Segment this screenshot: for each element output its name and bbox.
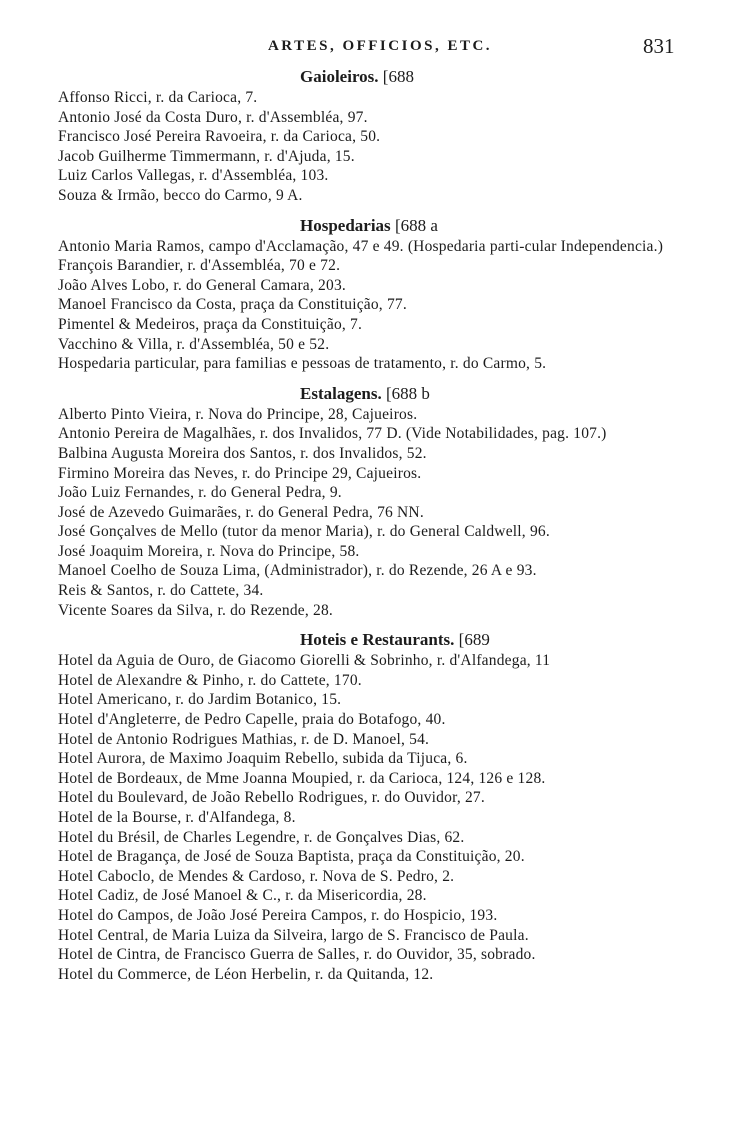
list-entry: Pimentel & Medeiros, praça da Constituição, 7.: [58, 315, 363, 333]
list-entry: Hotel du Brésil, de Charles Legendre, r. de Gonçalves Dias, 62.: [58, 828, 465, 846]
entry-list: [0, 651, 736, 984]
list-entry: João Luiz Fernandes, r. do General Pedra, 9.: [58, 484, 342, 502]
section-heading: [0, 66, 736, 88]
list-entry: Vicente Soares da Silva, r. do Rezende, 28.: [58, 601, 333, 619]
section-heading: [0, 383, 736, 405]
running-head: [0, 34, 736, 62]
list-entry: Hotel Central, de Maria Luiza da Silveira, largo de S. Francisco de Paula.: [58, 926, 529, 944]
section-code: [689: [458, 630, 490, 650]
list-entry: François Barandier, r. d'Assembléa, 70 e 72.: [58, 257, 341, 275]
list-entry: José Gonçalves de Mello (tutor da menor Maria), r. do General Caldwell, 96.: [58, 523, 550, 541]
list-entry: Hotel da Aguia de Ouro, de Giacomo Giorelli & Sobrinho, r. d'Alfandega, 11: [58, 652, 551, 670]
section-code: [688 b: [385, 383, 430, 403]
list-entry: Hotel de Bragança, de José de Souza Baptista, praça da Constituição, 20.: [58, 848, 525, 866]
list-entry: Hotel do Campos, de João José Pereira Campos, r. do Hospicio, 193.: [58, 906, 498, 924]
list-entry: Hotel de Antonio Rodrigues Mathias, r. de D. Manoel, 54.: [58, 730, 430, 748]
list-entry: José Joaquim Moreira, r. Nova do Principe, 58.: [58, 542, 360, 560]
list-entry: Hotel de Cintra, de Francisco Guerra de Salles, r. do Ouvidor, 35, sobrado.: [58, 946, 536, 964]
section-title-text: Hospedarias: [300, 215, 391, 235]
list-entry: Souza & Irmão, becco do Carmo, 9 A.: [58, 186, 303, 204]
list-entry: Vacchino & Villa, r. d'Assembléa, 50 e 52.: [58, 335, 330, 353]
page-number: 831: [643, 34, 675, 58]
list-entry: Affonso Ricci, r. da Carioca, 7.: [58, 89, 258, 106]
section-title-text: Gaioleiros.: [300, 67, 379, 86]
list-entry: Hotel Aurora, de Maximo Joaquim Rebello, subida da Tijuca, 6.: [58, 750, 468, 768]
list-entry: Hotel de la Bourse, r. d'Alfandega, 8.: [58, 809, 296, 826]
list-entry: Reis & Santos, r. do Cattete, 34.: [58, 582, 264, 600]
list-entry: Jacob Guilherme Timmermann, r. d'Ajuda, 15.: [58, 147, 355, 165]
list-entry: Manoel Francisco da Costa, praça da Constituição, 77.: [58, 296, 407, 314]
list-entry: Hotel Cadiz, de José Manoel & C., r. da Misericordia, 28.: [58, 887, 427, 905]
section-code: [688: [382, 67, 414, 86]
list-entry: Antonio Maria Ramos, campo d'Acclamação, 47 e 49. (Hospedaria parti-cular Independencia.): [58, 237, 664, 255]
list-entry: Antonio Pereira de Magalhães, r. dos Invalidos, 77 D. (Vide Notabilidades, pag. 107.): [58, 425, 607, 443]
list-entry: Hotel Caboclo, de Mendes & Cardoso, r. Nova de S. Pedro, 2.: [58, 867, 455, 885]
list-entry: Balbina Augusta Moreira dos Santos, r. dos Invalidos, 52.: [58, 444, 427, 462]
directory-content: [0, 66, 736, 984]
list-entry: João Alves Lobo, r. do General Camara, 203.: [58, 276, 346, 294]
section-code: [688 a: [394, 215, 438, 235]
list-entry: Hotel du Boulevard, de João Rebello Rodrigues, r. do Ouvidor, 27.: [58, 789, 485, 807]
section-gaioleiros: [0, 66, 736, 206]
section-heading: [0, 215, 736, 237]
list-entry: José de Azevedo Guimarães, r. do General Pedra, 76 NN.: [58, 503, 424, 521]
list-entry: Antonio José da Costa Duro, r. d'Assembléa, 97.: [58, 108, 368, 126]
section-title-text: Hoteis e Restaurants.: [300, 630, 455, 650]
list-entry: Hotel de Alexandre & Pinho, r. do Cattete, 170.: [58, 671, 362, 689]
list-entry: Alberto Pinto Vieira, r. Nova do Principe, 28, Cajueiros.: [58, 405, 418, 423]
section-hoteis-restaurants: [0, 629, 736, 984]
entry-list: [0, 88, 736, 206]
list-entry: Hotel du Commerce, de Léon Herbelin, r. da Quitanda, 12.: [58, 965, 434, 983]
list-entry: Hotel Americano, r. do Jardim Botanico, 15.: [58, 691, 342, 709]
list-entry: Francisco José Pereira Ravoeira, r. da Carioca, 50.: [58, 128, 381, 146]
running-title: ARTES, OFFICIOS, ETC.: [267, 38, 493, 54]
section-heading: [0, 629, 736, 651]
entry-list: [0, 405, 736, 621]
section-estalagens: [0, 383, 736, 621]
list-entry: Hotel d'Angleterre, de Pedro Capelle, praia do Botafogo, 40.: [58, 711, 446, 729]
list-entry: Hotel de Bordeaux, de Mme Joanna Moupied, r. da Carioca, 124, 126 e 128.: [58, 769, 546, 787]
list-entry: Hospedaria particular, para familias e pessoas de tratamento, r. do Carmo, 5.: [58, 355, 547, 373]
section-title-text: Estalagens.: [300, 383, 382, 403]
entry-list: [0, 237, 736, 374]
list-entry: Firmino Moreira das Neves, r. do Principe 29, Cajueiros.: [58, 464, 422, 482]
list-entry: Manoel Coelho de Souza Lima, (Administrador), r. do Rezende, 26 A e 93.: [58, 562, 537, 580]
section-hospedarias: [0, 215, 736, 374]
list-entry: Luiz Carlos Vallegas, r. d'Assembléa, 103.: [58, 167, 329, 185]
